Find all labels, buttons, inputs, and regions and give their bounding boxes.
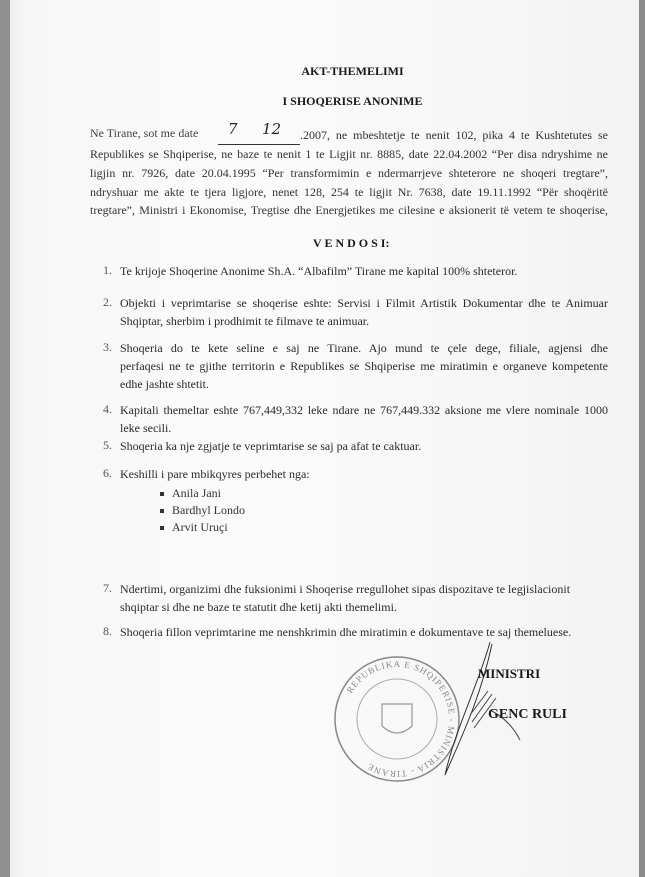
item-text: Ndertimi, organizimi dhe fuksionimi i Shoqerise rregullohet sipas dispozitave te legjislacionit — [120, 582, 571, 596]
item-text: Shoqeria fillon veprimtarine me nenshkrimin dhe miratimin e dokumentave te saj themeluese. — [120, 625, 572, 639]
item-number: 2. — [103, 295, 112, 309]
item-number: 3. — [103, 340, 112, 354]
item-text: shqiptar si dhe ne baze te statutit dhe ketij akti themelimi. — [120, 600, 397, 614]
item-number: 6. — [103, 466, 112, 480]
handwritten-month: 12 — [262, 120, 282, 138]
decision-heading: V E N D O S I: — [313, 236, 390, 250]
item-text: Te krijoje Shoqerine Anonime Sh.A. “Albafilm” Tirane me kapital 100% shteteror. — [120, 264, 518, 278]
item-text: leke secili. — [120, 421, 172, 435]
handwritten-day: 7 — [228, 120, 238, 138]
document-subtitle: I SHOQERISE ANONIME — [282, 94, 423, 108]
item-text: edhe jashte shtetit. — [120, 377, 209, 391]
board-member — [160, 520, 228, 535]
item-number: 8. — [103, 624, 112, 638]
item-number: 7. — [103, 581, 112, 595]
board-member — [160, 503, 245, 518]
intro-line: ndryshuar me akte te tjera ligjore, nenet 128, 254 te ligjit Nr. 7638, date 19.11.1992 “Për shoqëritë — [90, 185, 608, 199]
item-text: Keshilli i pare mbikqyres perbehet nga: — [120, 467, 310, 481]
intro-line: Republikes se Shqiperise, ne baze te nenit 1 te Ligjit nr. 8885, date 22.04.2002 “Per disa ndryshime ne — [90, 147, 608, 161]
item-text: Shoqeria ka nje zgjatje te veprimtarise se saj pa afat te caktuar. — [120, 439, 422, 453]
document-title: AKT-THEMELIMI — [301, 64, 404, 78]
item-number: 5. — [103, 438, 112, 452]
intro-prefix: Ne Tirane, sot me date — [90, 126, 199, 140]
board-member-name: Anila Jani — [172, 486, 221, 500]
scan-edge-right — [639, 0, 645, 877]
item-text: perfaqesi ne te gjithe territorin e Republikes se Shqiperise me miratimin e organeve kompetente — [120, 359, 608, 373]
board-member-name: Arvit Uruçi — [172, 520, 228, 534]
item-text: Kapitali themeltar eshte 767,449,332 leke ndare ne 767,449.332 aksione me vlere nominale 1000 — [120, 403, 608, 417]
scan-edge-left — [0, 0, 10, 877]
coat-of-arms-icon — [382, 704, 412, 733]
item-number: 4. — [103, 402, 112, 416]
item-number: 1. — [103, 263, 112, 277]
intro-line: tregtare”, Ministri i Ekonomise, Tregtise dhe Energjetikes me cilesine e aksionerit të vetem te shoqerise, — [90, 203, 608, 217]
svg-text:REPUBLIKA E SHQIPERISE - MINIS: REPUBLIKA E SHQIPERISE - MINISTRIA - TIRANE — [344, 658, 458, 780]
item-text: Shoqeria do te kete seline e saj ne Tirane. Ajo mund te çele dege, filiale, agjensi dhe — [120, 341, 608, 355]
board-member — [160, 486, 221, 501]
intro-line: .2007, ne mbeshtetje te nenit 102, pika 4 te Kushtetutes se — [300, 128, 608, 142]
item-text: Objekti i veprimtarise se shoqerise eshte: Servisi i Filmit Artistik Dokumentar dhe te Animuar — [120, 296, 608, 310]
board-member-name: Bardhyl Londo — [172, 503, 245, 517]
signatory-role: MINISTRI — [478, 666, 541, 681]
item-text: Shqiptar, sherbim i prodhimit te filmave te animuar. — [120, 314, 370, 328]
signatory-name: GENC RULI — [488, 707, 567, 722]
intro-line: ligjin nr. 7926, date 20.04.1995 “Per transformimin e ndermarrjeve shteterore ne shoqeri tregtare”, — [90, 166, 608, 180]
